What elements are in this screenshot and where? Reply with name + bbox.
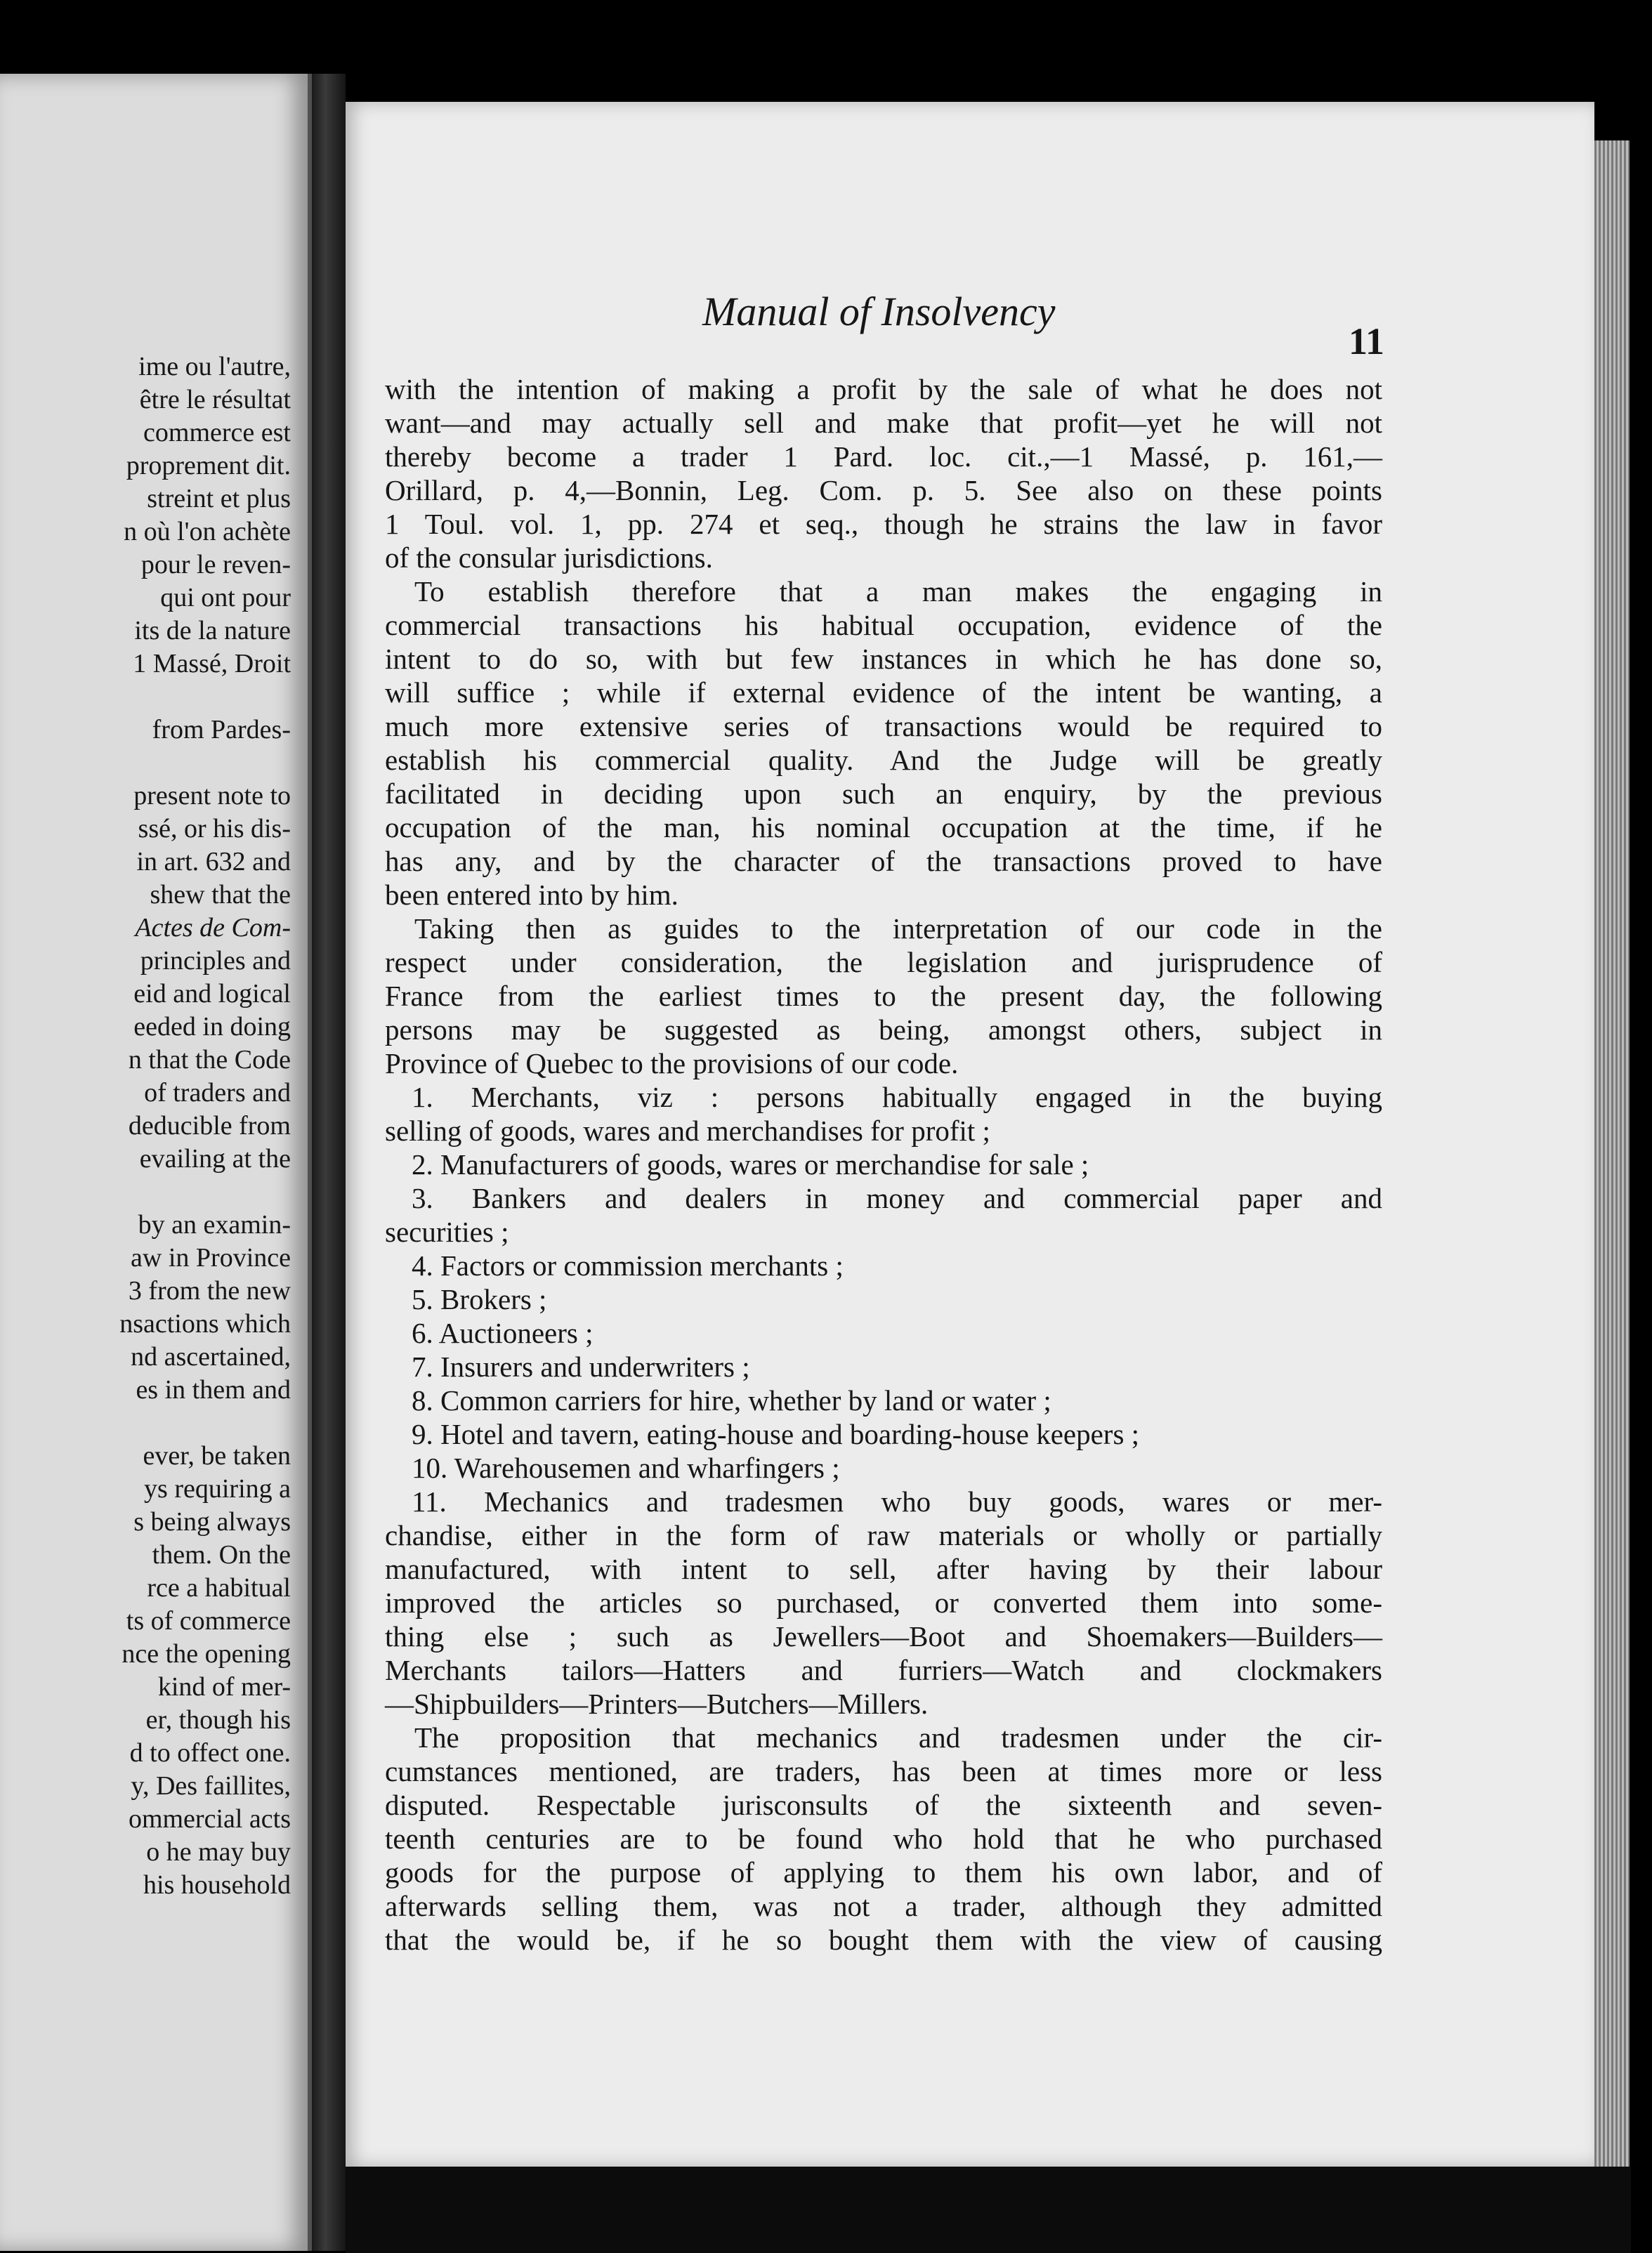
- left-text-line: o he may buy: [146, 1837, 291, 1867]
- left-text-line: ommercial acts: [128, 1804, 291, 1834]
- list-item: 4. Factors or commission merchants ;: [412, 1249, 844, 1282]
- text-line: much more extensive series of transactions would be required to: [385, 710, 1382, 742]
- left-text-line: 1 Massé, Droit: [133, 649, 291, 678]
- left-text-line: ever, be taken: [143, 1441, 291, 1471]
- left-text-line: pour le reven-: [140, 550, 291, 579]
- text-line: disputed. Respectable jurisconsults of the sixteenth and seven-: [385, 1789, 1382, 1821]
- left-text-line: streint et plus: [147, 484, 291, 513]
- left-text-line: s being always: [133, 1507, 291, 1537]
- text-line: facilitated in deciding upon such an enquiry, by the previous: [385, 777, 1382, 810]
- text-line: commercial transactions his habitual occupation, evidence of the: [385, 609, 1382, 641]
- text-line: thereby become a trader 1 Pard. loc. cit.,—1 Massé, p. 161,—: [385, 440, 1382, 473]
- text-line: —Shipbuilders—Printers—Butchers—Millers.: [385, 1688, 929, 1720]
- left-text-line: deducible from: [128, 1111, 291, 1141]
- left-text-line: y, Des faillites,: [131, 1771, 291, 1801]
- left-text-line: n that the Code: [128, 1045, 291, 1075]
- text-line: selling of goods, wares and merchandises for profit ;: [385, 1115, 990, 1147]
- running-header-title: Manual of Insolvency: [702, 289, 1056, 334]
- text-line: 1 Toul. vol. 1, pp. 274 et seq., though he strains the law in favor: [385, 508, 1382, 540]
- book-gutter: [312, 74, 346, 2251]
- text-line: Orillard, p. 4,—Bonnin, Leg. Com. p. 5. See also on these points: [385, 474, 1382, 506]
- text-line: Merchants tailors—Hatters and furriers—Watch and clockmakers: [385, 1654, 1382, 1686]
- left-text-line: his household: [143, 1870, 291, 1900]
- text-line: been entered into by him.: [385, 879, 678, 911]
- left-text-line: shew that the: [150, 880, 291, 909]
- list-item: 8. Common carriers for hire, whether by land or water ;: [412, 1384, 1051, 1417]
- text-line: that the would be, if he so bought them with the view of causing: [385, 1924, 1382, 1956]
- left-text-line: er, though his: [145, 1705, 291, 1735]
- text-line: occupation of the man, his nominal occupation at the time, if he: [385, 811, 1382, 843]
- left-text-line: es in them and: [136, 1375, 291, 1405]
- text-line: intent to do so, with but few instances in which he has done so,: [385, 643, 1382, 675]
- list-item: 11. Mechanics and tradesmen who buy goods, wares or mer-: [412, 1485, 1382, 1518]
- left-text-line: them. On the: [152, 1540, 291, 1570]
- left-text-line: ts of commerce: [126, 1606, 291, 1636]
- left-text-line: eeded in doing: [133, 1012, 291, 1042]
- list-item: 3. Bankers and dealers in money and commercial paper and: [412, 1182, 1382, 1214]
- left-text-line: nd ascertained,: [131, 1342, 291, 1372]
- list-item: 10. Warehousemen and wharfingers ;: [412, 1452, 840, 1484]
- left-text-line: of traders and: [144, 1078, 291, 1108]
- left-page: [0, 74, 312, 2251]
- text-line: will suffice ; while if external evidence of the intent be wanting, a: [385, 676, 1382, 709]
- text-line: thing else ; such as Jewellers—Boot and Shoemakers—Builders—: [385, 1620, 1382, 1653]
- left-text-line: d to offect one.: [129, 1738, 291, 1768]
- left-text-line: 3 from the new: [128, 1276, 291, 1306]
- text-line: establish his commercial quality. And the Judge will be greatly: [385, 744, 1382, 776]
- text-line: Taking then as guides to the interpretation of our code in the: [414, 912, 1382, 945]
- list-item: 9. Hotel and tavern, eating-house and boarding-house keepers ;: [412, 1418, 1140, 1450]
- text-line: To establish therefore that a man makes the engaging in: [414, 575, 1382, 607]
- left-text-line: in art. 632 and: [136, 847, 291, 876]
- list-item: 5. Brokers ;: [412, 1283, 547, 1315]
- left-text-line: n où l'on achète: [124, 517, 291, 546]
- left-text-line: ssé, or his dis-: [138, 814, 291, 843]
- left-text-line: qui ont pour: [160, 583, 291, 612]
- left-text-line: its de la nature: [134, 616, 291, 645]
- text-line: manufactured, with intent to sell, after having by their labour: [385, 1553, 1382, 1585]
- text-line: cumstances mentioned, are traders, has been at times more or less: [385, 1755, 1382, 1787]
- left-text-line: commerce est: [143, 418, 291, 447]
- left-text-line: ime ou l'autre,: [138, 352, 291, 381]
- text-line: chandise, either in the form of raw materials or wholly or partially: [385, 1519, 1382, 1551]
- text-line: of the consular jurisdictions.: [385, 541, 713, 574]
- list-item: 7. Insurers and underwriters ;: [412, 1351, 750, 1383]
- left-text-line: principles and: [140, 946, 291, 976]
- text-line: Province of Quebec to the provisions of our code.: [385, 1047, 959, 1079]
- list-item: 6. Auctioneers ;: [412, 1317, 594, 1349]
- left-text-line: rce a habitual: [147, 1573, 291, 1603]
- bottom-shadow: [346, 2167, 1631, 2253]
- left-text-line: eid and logical: [133, 979, 291, 1009]
- text-line: improved the articles so purchased, or converted them into some-: [385, 1587, 1382, 1619]
- left-text-line: nce the opening: [122, 1639, 291, 1669]
- left-text-line: être le résultat: [139, 385, 291, 414]
- text-line: France from the earliest times to the present day, the following: [385, 980, 1382, 1012]
- text-line: teenth centuries are to be found who hold that he who purchased: [385, 1822, 1382, 1855]
- text-line: want—and may actually sell and make that profit—yet he will not: [385, 407, 1382, 439]
- left-text-line: present note to: [133, 781, 291, 810]
- left-text-line: evailing at the: [139, 1144, 291, 1174]
- left-text-line: aw in Province: [131, 1243, 291, 1273]
- left-text-line: nsactions which: [119, 1309, 291, 1339]
- left-text-line: kind of mer-: [157, 1672, 291, 1702]
- text-line: goods for the purpose of applying to them his own labor, and of: [385, 1856, 1382, 1889]
- left-text-line: Actes de Com-: [135, 913, 291, 942]
- left-text-line: ys requiring a: [144, 1474, 291, 1504]
- left-text-line: from Pardes-: [152, 715, 291, 744]
- list-item: 2. Manufacturers of goods, wares or merchandise for sale ;: [412, 1148, 1089, 1181]
- text-line: respect under consideration, the legislation and jurisprudence of: [385, 946, 1382, 978]
- text-line: has any, and by the character of the transactions proved to have: [385, 845, 1382, 877]
- text-line: with the intention of making a profit by the sale of what he does not: [385, 373, 1382, 405]
- text-line: afterwards selling them, was not a trader, although they admitted: [385, 1890, 1382, 1922]
- left-text-line: by an examin-: [138, 1210, 291, 1240]
- text-line: The proposition that mechanics and tradesmen under the cir-: [414, 1721, 1382, 1754]
- text-line: securities ;: [385, 1216, 509, 1248]
- page-edges: [1594, 140, 1630, 2170]
- page-number: 11: [1349, 320, 1385, 362]
- left-text-line: proprement dit.: [126, 451, 291, 480]
- list-item: 1. Merchants, viz : persons habitually engaged in the buying: [412, 1081, 1382, 1113]
- text-line: persons may be suggested as being, amongst others, subject in: [385, 1013, 1382, 1046]
